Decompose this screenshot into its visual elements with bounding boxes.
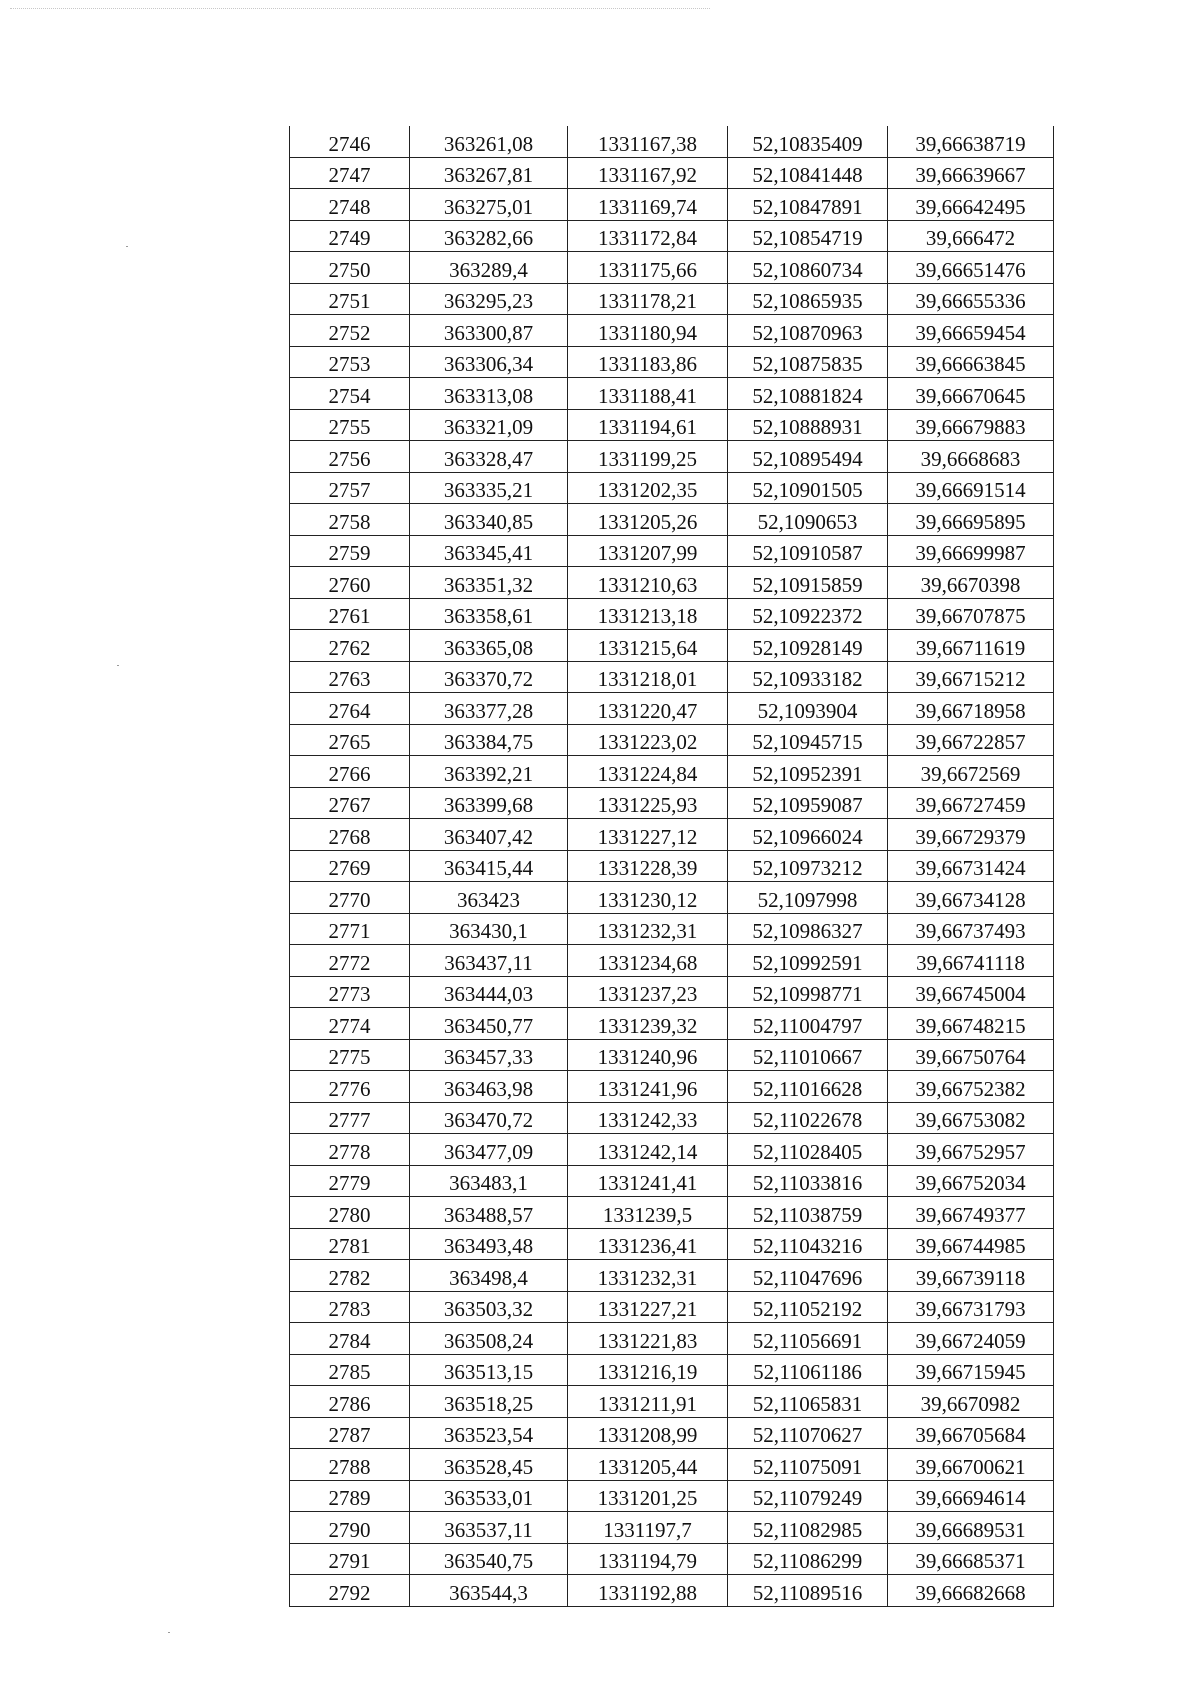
latitude-cell: 52,10928149 xyxy=(728,630,888,662)
longitude-cell: 39,66663845 xyxy=(888,346,1054,378)
y-coordinate-cell: 1331175,66 xyxy=(568,252,728,284)
y-coordinate-cell: 1331239,5 xyxy=(568,1197,728,1229)
y-coordinate-cell: 1331237,23 xyxy=(568,976,728,1008)
latitude-cell: 52,10959087 xyxy=(728,787,888,819)
y-coordinate-cell: 1331213,18 xyxy=(568,598,728,630)
latitude-cell: 52,11043216 xyxy=(728,1228,888,1260)
x-coordinate-cell: 363351,32 xyxy=(410,567,568,599)
table-row xyxy=(290,913,1054,945)
latitude-cell: 52,1093904 xyxy=(728,693,888,725)
point-number-cell: 2753 xyxy=(290,346,410,378)
x-coordinate-cell: 363295,23 xyxy=(410,283,568,315)
x-coordinate-cell: 363544,3 xyxy=(410,1575,568,1607)
x-coordinate-cell: 363267,81 xyxy=(410,157,568,189)
latitude-cell: 52,10915859 xyxy=(728,567,888,599)
latitude-cell: 52,11033816 xyxy=(728,1165,888,1197)
longitude-cell: 39,66691514 xyxy=(888,472,1054,504)
longitude-cell: 39,66729379 xyxy=(888,819,1054,851)
point-number-cell: 2781 xyxy=(290,1228,410,1260)
point-number-cell: 2747 xyxy=(290,157,410,189)
latitude-cell: 52,11086299 xyxy=(728,1543,888,1575)
y-coordinate-cell: 1331227,21 xyxy=(568,1291,728,1323)
latitude-cell: 52,11089516 xyxy=(728,1575,888,1607)
point-number-cell: 2773 xyxy=(290,976,410,1008)
y-coordinate-cell: 1331232,31 xyxy=(568,913,728,945)
longitude-cell: 39,66711619 xyxy=(888,630,1054,662)
longitude-cell: 39,66705684 xyxy=(888,1417,1054,1449)
x-coordinate-cell: 363377,28 xyxy=(410,693,568,725)
x-coordinate-cell: 363508,24 xyxy=(410,1323,568,1355)
latitude-cell: 52,10895494 xyxy=(728,441,888,473)
table-row xyxy=(290,976,1054,1008)
y-coordinate-cell: 1331232,31 xyxy=(568,1260,728,1292)
table-row xyxy=(290,1512,1054,1544)
y-coordinate-cell: 1331169,74 xyxy=(568,189,728,221)
y-coordinate-cell: 1331224,84 xyxy=(568,756,728,788)
point-number-cell: 2760 xyxy=(290,567,410,599)
longitude-cell: 39,66694614 xyxy=(888,1480,1054,1512)
table-row xyxy=(290,1291,1054,1323)
latitude-cell: 52,11022678 xyxy=(728,1102,888,1134)
y-coordinate-cell: 1331167,38 xyxy=(568,126,728,157)
x-coordinate-cell: 363493,48 xyxy=(410,1228,568,1260)
x-coordinate-cell: 363503,32 xyxy=(410,1291,568,1323)
point-number-cell: 2748 xyxy=(290,189,410,221)
longitude-cell: 39,66715212 xyxy=(888,661,1054,693)
y-coordinate-cell: 1331242,14 xyxy=(568,1134,728,1166)
table-row xyxy=(290,346,1054,378)
point-number-cell: 2784 xyxy=(290,1323,410,1355)
y-coordinate-cell: 1331211,91 xyxy=(568,1386,728,1418)
latitude-cell: 52,10835409 xyxy=(728,126,888,157)
point-number-cell: 2786 xyxy=(290,1386,410,1418)
point-number-cell: 2749 xyxy=(290,220,410,252)
table-row xyxy=(290,630,1054,662)
x-coordinate-cell: 363313,08 xyxy=(410,378,568,410)
y-coordinate-cell: 1331225,93 xyxy=(568,787,728,819)
y-coordinate-cell: 1331208,99 xyxy=(568,1417,728,1449)
point-number-cell: 2772 xyxy=(290,945,410,977)
x-coordinate-cell: 363444,03 xyxy=(410,976,568,1008)
latitude-cell: 52,10952391 xyxy=(728,756,888,788)
scan-speck xyxy=(117,665,119,666)
longitude-cell: 39,66741118 xyxy=(888,945,1054,977)
y-coordinate-cell: 1331239,32 xyxy=(568,1008,728,1040)
table-row xyxy=(290,409,1054,441)
x-coordinate-cell: 363261,08 xyxy=(410,126,568,157)
longitude-cell: 39,66715945 xyxy=(888,1354,1054,1386)
y-coordinate-cell: 1331192,88 xyxy=(568,1575,728,1607)
latitude-cell: 52,10933182 xyxy=(728,661,888,693)
longitude-cell: 39,66707875 xyxy=(888,598,1054,630)
x-coordinate-cell: 363300,87 xyxy=(410,315,568,347)
longitude-cell: 39,66737493 xyxy=(888,913,1054,945)
latitude-cell: 52,11047696 xyxy=(728,1260,888,1292)
y-coordinate-cell: 1331216,19 xyxy=(568,1354,728,1386)
x-coordinate-cell: 363415,44 xyxy=(410,850,568,882)
longitude-cell: 39,66639667 xyxy=(888,157,1054,189)
y-coordinate-cell: 1331207,99 xyxy=(568,535,728,567)
latitude-cell: 52,11075091 xyxy=(728,1449,888,1481)
table-row xyxy=(290,661,1054,693)
longitude-cell: 39,66724059 xyxy=(888,1323,1054,1355)
latitude-cell: 52,10881824 xyxy=(728,378,888,410)
longitude-cell: 39,66745004 xyxy=(888,976,1054,1008)
table-row xyxy=(290,1197,1054,1229)
longitude-cell: 39,66752957 xyxy=(888,1134,1054,1166)
latitude-cell: 52,11016628 xyxy=(728,1071,888,1103)
y-coordinate-cell: 1331183,86 xyxy=(568,346,728,378)
x-coordinate-cell: 363392,21 xyxy=(410,756,568,788)
x-coordinate-cell: 363423 xyxy=(410,882,568,914)
x-coordinate-cell: 363488,57 xyxy=(410,1197,568,1229)
latitude-cell: 52,11061186 xyxy=(728,1354,888,1386)
x-coordinate-cell: 363340,85 xyxy=(410,504,568,536)
longitude-cell: 39,66727459 xyxy=(888,787,1054,819)
table-row xyxy=(290,220,1054,252)
x-coordinate-cell: 363358,61 xyxy=(410,598,568,630)
x-coordinate-cell: 363289,4 xyxy=(410,252,568,284)
table-row xyxy=(290,1102,1054,1134)
table-row xyxy=(290,724,1054,756)
latitude-cell: 52,10998771 xyxy=(728,976,888,1008)
table-row xyxy=(290,1543,1054,1575)
y-coordinate-cell: 1331188,41 xyxy=(568,378,728,410)
latitude-cell: 52,11079249 xyxy=(728,1480,888,1512)
latitude-cell: 52,10945715 xyxy=(728,724,888,756)
point-number-cell: 2777 xyxy=(290,1102,410,1134)
table-row xyxy=(290,1260,1054,1292)
point-number-cell: 2783 xyxy=(290,1291,410,1323)
point-number-cell: 2750 xyxy=(290,252,410,284)
y-coordinate-cell: 1331194,61 xyxy=(568,409,728,441)
longitude-cell: 39,66750764 xyxy=(888,1039,1054,1071)
longitude-cell: 39,66731424 xyxy=(888,850,1054,882)
latitude-cell: 52,11065831 xyxy=(728,1386,888,1418)
longitude-cell: 39,66752382 xyxy=(888,1071,1054,1103)
y-coordinate-cell: 1331227,12 xyxy=(568,819,728,851)
point-number-cell: 2788 xyxy=(290,1449,410,1481)
latitude-cell: 52,11004797 xyxy=(728,1008,888,1040)
x-coordinate-cell: 363345,41 xyxy=(410,535,568,567)
point-number-cell: 2765 xyxy=(290,724,410,756)
table-row xyxy=(290,1071,1054,1103)
longitude-cell: 39,6668683 xyxy=(888,441,1054,473)
latitude-cell: 52,10973212 xyxy=(728,850,888,882)
x-coordinate-cell: 363306,34 xyxy=(410,346,568,378)
point-number-cell: 2754 xyxy=(290,378,410,410)
y-coordinate-cell: 1331172,84 xyxy=(568,220,728,252)
point-number-cell: 2752 xyxy=(290,315,410,347)
latitude-cell: 52,10841448 xyxy=(728,157,888,189)
x-coordinate-cell: 363463,98 xyxy=(410,1071,568,1103)
x-coordinate-cell: 363384,75 xyxy=(410,724,568,756)
scan-edge-dots xyxy=(10,8,710,10)
latitude-cell: 52,11010667 xyxy=(728,1039,888,1071)
x-coordinate-cell: 363477,09 xyxy=(410,1134,568,1166)
y-coordinate-cell: 1331215,64 xyxy=(568,630,728,662)
longitude-cell: 39,6672569 xyxy=(888,756,1054,788)
y-coordinate-cell: 1331240,96 xyxy=(568,1039,728,1071)
point-number-cell: 2789 xyxy=(290,1480,410,1512)
latitude-cell: 52,11082985 xyxy=(728,1512,888,1544)
y-coordinate-cell: 1331236,41 xyxy=(568,1228,728,1260)
point-number-cell: 2780 xyxy=(290,1197,410,1229)
coordinates-table xyxy=(289,126,1054,1607)
table-row xyxy=(290,1354,1054,1386)
longitude-cell: 39,66689531 xyxy=(888,1512,1054,1544)
point-number-cell: 2762 xyxy=(290,630,410,662)
table-row xyxy=(290,945,1054,977)
longitude-cell: 39,66752034 xyxy=(888,1165,1054,1197)
latitude-cell: 52,10910587 xyxy=(728,535,888,567)
latitude-cell: 52,1097998 xyxy=(728,882,888,914)
point-number-cell: 2764 xyxy=(290,693,410,725)
x-coordinate-cell: 363483,1 xyxy=(410,1165,568,1197)
table-row xyxy=(290,472,1054,504)
table-row xyxy=(290,756,1054,788)
longitude-cell: 39,6670398 xyxy=(888,567,1054,599)
latitude-cell: 52,10986327 xyxy=(728,913,888,945)
x-coordinate-cell: 363513,15 xyxy=(410,1354,568,1386)
table-row xyxy=(290,1417,1054,1449)
point-number-cell: 2785 xyxy=(290,1354,410,1386)
table-row xyxy=(290,252,1054,284)
point-number-cell: 2771 xyxy=(290,913,410,945)
y-coordinate-cell: 1331205,44 xyxy=(568,1449,728,1481)
latitude-cell: 52,10875835 xyxy=(728,346,888,378)
table-row xyxy=(290,189,1054,221)
x-coordinate-cell: 363399,68 xyxy=(410,787,568,819)
table-row xyxy=(290,693,1054,725)
latitude-cell: 52,10901505 xyxy=(728,472,888,504)
table-row xyxy=(290,1228,1054,1260)
point-number-cell: 2758 xyxy=(290,504,410,536)
longitude-cell: 39,66718958 xyxy=(888,693,1054,725)
table-row xyxy=(290,882,1054,914)
table-row xyxy=(290,283,1054,315)
latitude-cell: 52,10865935 xyxy=(728,283,888,315)
y-coordinate-cell: 1331199,25 xyxy=(568,441,728,473)
point-number-cell: 2751 xyxy=(290,283,410,315)
longitude-cell: 39,66679883 xyxy=(888,409,1054,441)
x-coordinate-cell: 363275,01 xyxy=(410,189,568,221)
table-row xyxy=(290,1039,1054,1071)
longitude-cell: 39,66685371 xyxy=(888,1543,1054,1575)
x-coordinate-cell: 363537,11 xyxy=(410,1512,568,1544)
longitude-cell: 39,66700621 xyxy=(888,1449,1054,1481)
point-number-cell: 2766 xyxy=(290,756,410,788)
longitude-cell: 39,66739118 xyxy=(888,1260,1054,1292)
point-number-cell: 2770 xyxy=(290,882,410,914)
y-coordinate-cell: 1331202,35 xyxy=(568,472,728,504)
point-number-cell: 2792 xyxy=(290,1575,410,1607)
point-number-cell: 2787 xyxy=(290,1417,410,1449)
y-coordinate-cell: 1331241,41 xyxy=(568,1165,728,1197)
point-number-cell: 2776 xyxy=(290,1071,410,1103)
latitude-cell: 52,1090653 xyxy=(728,504,888,536)
point-number-cell: 2769 xyxy=(290,850,410,882)
table-row xyxy=(290,1386,1054,1418)
y-coordinate-cell: 1331241,96 xyxy=(568,1071,728,1103)
x-coordinate-cell: 363328,47 xyxy=(410,441,568,473)
point-number-cell: 2782 xyxy=(290,1260,410,1292)
table-row xyxy=(290,598,1054,630)
table-row xyxy=(290,378,1054,410)
y-coordinate-cell: 1331218,01 xyxy=(568,661,728,693)
latitude-cell: 52,11038759 xyxy=(728,1197,888,1229)
table-row xyxy=(290,1449,1054,1481)
table-row xyxy=(290,1008,1054,1040)
x-coordinate-cell: 363430,1 xyxy=(410,913,568,945)
x-coordinate-cell: 363365,08 xyxy=(410,630,568,662)
y-coordinate-cell: 1331228,39 xyxy=(568,850,728,882)
latitude-cell: 52,11028405 xyxy=(728,1134,888,1166)
latitude-cell: 52,10860734 xyxy=(728,252,888,284)
longitude-cell: 39,66753082 xyxy=(888,1102,1054,1134)
longitude-cell: 39,66749377 xyxy=(888,1197,1054,1229)
x-coordinate-cell: 363450,77 xyxy=(410,1008,568,1040)
latitude-cell: 52,10966024 xyxy=(728,819,888,851)
longitude-cell: 39,66638719 xyxy=(888,126,1054,157)
table-row xyxy=(290,819,1054,851)
x-coordinate-cell: 363518,25 xyxy=(410,1386,568,1418)
y-coordinate-cell: 1331180,94 xyxy=(568,315,728,347)
longitude-cell: 39,66744985 xyxy=(888,1228,1054,1260)
y-coordinate-cell: 1331242,33 xyxy=(568,1102,728,1134)
table-row xyxy=(290,850,1054,882)
table-row xyxy=(290,1480,1054,1512)
x-coordinate-cell: 363457,33 xyxy=(410,1039,568,1071)
y-coordinate-cell: 1331221,83 xyxy=(568,1323,728,1355)
point-number-cell: 2790 xyxy=(290,1512,410,1544)
point-number-cell: 2746 xyxy=(290,126,410,157)
table-row xyxy=(290,441,1054,473)
y-coordinate-cell: 1331197,7 xyxy=(568,1512,728,1544)
y-coordinate-cell: 1331178,21 xyxy=(568,283,728,315)
point-number-cell: 2791 xyxy=(290,1543,410,1575)
latitude-cell: 52,11052192 xyxy=(728,1291,888,1323)
x-coordinate-cell: 363335,21 xyxy=(410,472,568,504)
y-coordinate-cell: 1331201,25 xyxy=(568,1480,728,1512)
scan-speck xyxy=(126,246,128,247)
latitude-cell: 52,10847891 xyxy=(728,189,888,221)
longitude-cell: 39,66670645 xyxy=(888,378,1054,410)
longitude-cell: 39,6670982 xyxy=(888,1386,1054,1418)
table-row xyxy=(290,504,1054,536)
latitude-cell: 52,10870963 xyxy=(728,315,888,347)
point-number-cell: 2763 xyxy=(290,661,410,693)
point-number-cell: 2767 xyxy=(290,787,410,819)
table-row xyxy=(290,535,1054,567)
y-coordinate-cell: 1331194,79 xyxy=(568,1543,728,1575)
longitude-cell: 39,66642495 xyxy=(888,189,1054,221)
longitude-cell: 39,66699987 xyxy=(888,535,1054,567)
longitude-cell: 39,66748215 xyxy=(888,1008,1054,1040)
y-coordinate-cell: 1331223,02 xyxy=(568,724,728,756)
point-number-cell: 2778 xyxy=(290,1134,410,1166)
longitude-cell: 39,66659454 xyxy=(888,315,1054,347)
y-coordinate-cell: 1331234,68 xyxy=(568,945,728,977)
longitude-cell: 39,66734128 xyxy=(888,882,1054,914)
longitude-cell: 39,666472 xyxy=(888,220,1054,252)
y-coordinate-cell: 1331210,63 xyxy=(568,567,728,599)
x-coordinate-cell: 363407,42 xyxy=(410,819,568,851)
point-number-cell: 2768 xyxy=(290,819,410,851)
coordinates-table-body xyxy=(290,126,1054,1606)
table-row xyxy=(290,787,1054,819)
table-row xyxy=(290,1575,1054,1607)
latitude-cell: 52,11056691 xyxy=(728,1323,888,1355)
x-coordinate-cell: 363498,4 xyxy=(410,1260,568,1292)
table-row xyxy=(290,315,1054,347)
latitude-cell: 52,10992591 xyxy=(728,945,888,977)
point-number-cell: 2775 xyxy=(290,1039,410,1071)
table-row xyxy=(290,157,1054,189)
x-coordinate-cell: 363533,01 xyxy=(410,1480,568,1512)
table-row xyxy=(290,1323,1054,1355)
longitude-cell: 39,66682668 xyxy=(888,1575,1054,1607)
latitude-cell: 52,10854719 xyxy=(728,220,888,252)
x-coordinate-cell: 363540,75 xyxy=(410,1543,568,1575)
latitude-cell: 52,11070627 xyxy=(728,1417,888,1449)
point-number-cell: 2774 xyxy=(290,1008,410,1040)
x-coordinate-cell: 363470,72 xyxy=(410,1102,568,1134)
scan-speck xyxy=(168,1632,170,1633)
x-coordinate-cell: 363437,11 xyxy=(410,945,568,977)
y-coordinate-cell: 1331167,92 xyxy=(568,157,728,189)
table-row xyxy=(290,1134,1054,1166)
longitude-cell: 39,66722857 xyxy=(888,724,1054,756)
x-coordinate-cell: 363528,45 xyxy=(410,1449,568,1481)
latitude-cell: 52,10888931 xyxy=(728,409,888,441)
point-number-cell: 2779 xyxy=(290,1165,410,1197)
x-coordinate-cell: 363321,09 xyxy=(410,409,568,441)
point-number-cell: 2759 xyxy=(290,535,410,567)
x-coordinate-cell: 363370,72 xyxy=(410,661,568,693)
table-row xyxy=(290,126,1054,157)
y-coordinate-cell: 1331205,26 xyxy=(568,504,728,536)
table-row xyxy=(290,1165,1054,1197)
x-coordinate-cell: 363523,54 xyxy=(410,1417,568,1449)
x-coordinate-cell: 363282,66 xyxy=(410,220,568,252)
point-number-cell: 2757 xyxy=(290,472,410,504)
point-number-cell: 2761 xyxy=(290,598,410,630)
longitude-cell: 39,66651476 xyxy=(888,252,1054,284)
longitude-cell: 39,66731793 xyxy=(888,1291,1054,1323)
y-coordinate-cell: 1331220,47 xyxy=(568,693,728,725)
latitude-cell: 52,10922372 xyxy=(728,598,888,630)
point-number-cell: 2755 xyxy=(290,409,410,441)
longitude-cell: 39,66655336 xyxy=(888,283,1054,315)
table-row xyxy=(290,567,1054,599)
point-number-cell: 2756 xyxy=(290,441,410,473)
y-coordinate-cell: 1331230,12 xyxy=(568,882,728,914)
longitude-cell: 39,66695895 xyxy=(888,504,1054,536)
